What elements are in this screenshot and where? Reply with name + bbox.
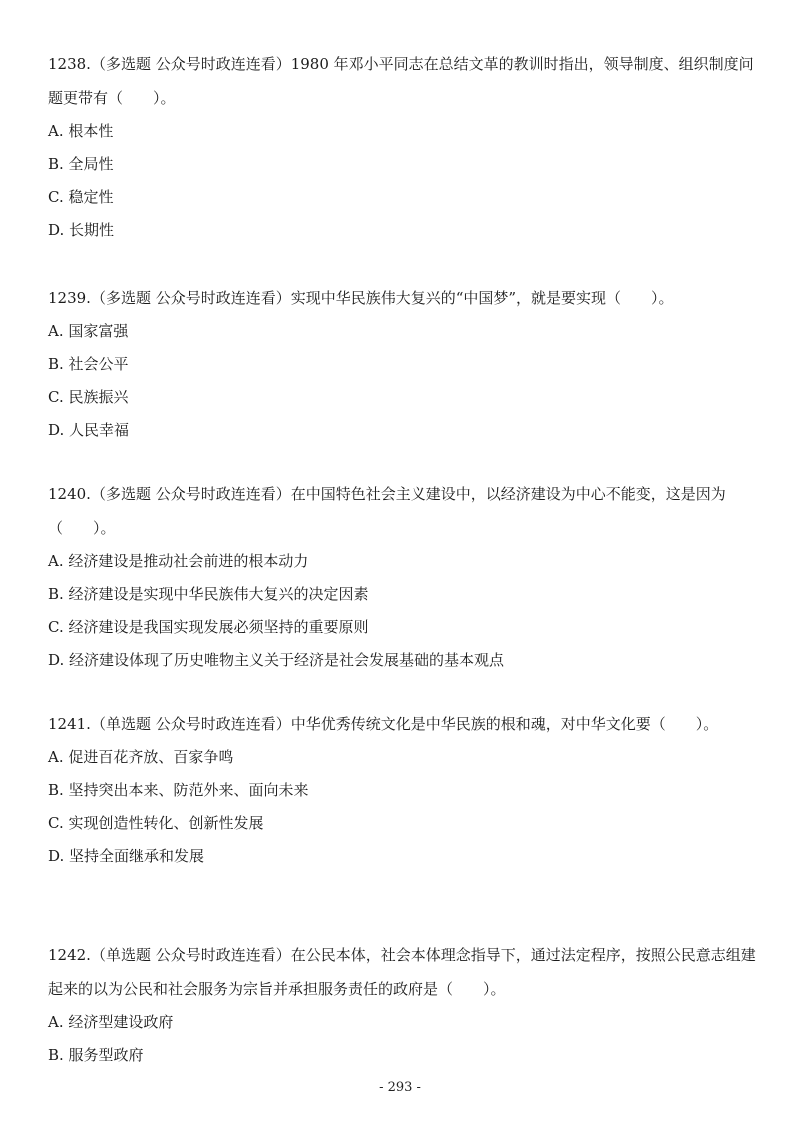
question-stem: 1242.（单选题 公众号时政连连看）在公民本体，社会本体理念指导下，通过法定程序，按照公民意志组建起来的以为公民和社会服务为宗旨并承担服务责任的政府是（ ）。 <box>48 946 756 998</box>
option-b: B. 社会公平 <box>48 355 129 373</box>
option-d: D. 长期性 <box>48 221 115 239</box>
option-d: D. 坚持全面继承和发展 <box>48 847 205 865</box>
question-1240 <box>48 477 758 677</box>
question-stem: 1241.（单选题 公众号时政连连看）中华优秀传统文化是中华民族的根和魂，对中华文化要（ ）。 <box>48 715 719 733</box>
option-a: A. 经济建设是推动社会前进的根本动力 <box>48 552 309 570</box>
option-b: B. 服务型政府 <box>48 1046 144 1064</box>
option-a: A. 根本性 <box>48 122 114 140</box>
option-c: C. 经济建设是我国实现发展必须坚持的重要原则 <box>48 618 369 636</box>
option-b: B. 全局性 <box>48 155 114 173</box>
option-d: D. 经济建设体现了历史唯物主义关于经济是社会发展基础的基本观点 <box>48 651 505 669</box>
option-b: B. 经济建设是实现中华民族伟大复兴的决定因素 <box>48 585 369 603</box>
question-1242 <box>48 938 758 1072</box>
option-c: C. 民族振兴 <box>48 388 129 406</box>
option-b: B. 坚持突出本来、防范外来、面向未来 <box>48 781 309 799</box>
option-d: D. 人民幸福 <box>48 421 130 439</box>
option-a: A. 促进百花齐放、百家争鸣 <box>48 748 234 766</box>
page-number: - 293 - <box>379 1080 421 1095</box>
question-1239 <box>48 281 758 447</box>
question-stem: 1239.（多选题 公众号时政连连看）实现中华民族伟大复兴的“中国梦”，就是要实现（ ）。 <box>48 289 674 307</box>
question-stem: 1240.（多选题 公众号时政连连看）在中国特色社会主义建设中，以经济建设为中心不能变，这是因为（ ）。 <box>48 485 726 537</box>
question-1241 <box>48 707 758 873</box>
question-stem: 1238.（多选题 公众号时政连连看）1980 年邓小平同志在总结文革的教训时指出，领导制度、组织制度问题更带有（ ）。 <box>48 55 754 107</box>
question-1238 <box>48 47 758 247</box>
option-c: C. 实现创造性转化、创新性发展 <box>48 814 264 832</box>
option-c: C. 稳定性 <box>48 188 114 206</box>
option-a: A. 国家富强 <box>48 322 129 340</box>
option-a: A. 经济型建设政府 <box>48 1013 174 1031</box>
